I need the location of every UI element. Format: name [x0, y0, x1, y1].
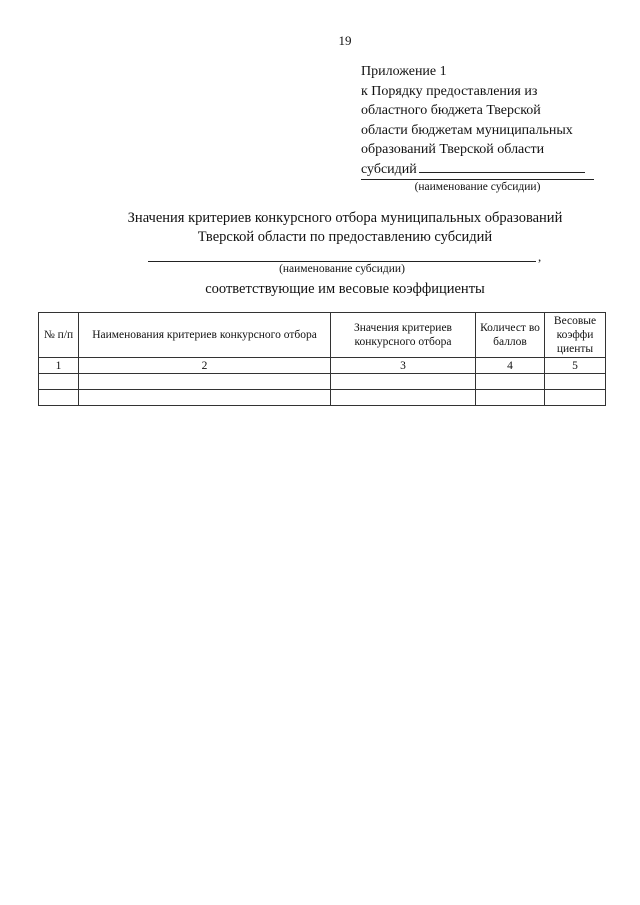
title-line-1: Значения критериев конкурсного отбора муниципальных образований: [127, 210, 563, 226]
column-number: 4: [476, 358, 545, 374]
table-cell[interactable]: [79, 390, 331, 406]
subsidy-blank-line: [419, 160, 585, 173]
appendix-line-3: областного бюджета Тверской: [361, 103, 541, 118]
subsidy-name-rule: [361, 179, 594, 180]
table-cell[interactable]: [331, 390, 476, 406]
table-cell[interactable]: [545, 390, 606, 406]
column-number: 2: [79, 358, 331, 374]
appendix-line-1: Приложение 1: [361, 64, 447, 79]
title-line-2: Тверской области по предоставлению субсидий: [197, 229, 493, 245]
header-criteria-names: Наименования критериев конкурсного отбора: [79, 313, 331, 358]
criteria-table: [38, 312, 606, 406]
table-cell[interactable]: [331, 374, 476, 390]
table-cell[interactable]: [545, 374, 606, 390]
column-number-row: [39, 358, 606, 374]
subsidy-name-caption: (наименование субсидии): [414, 181, 541, 193]
table-row: [39, 390, 606, 406]
table-cell[interactable]: [79, 374, 331, 390]
title-subsidy-caption: (наименование субсидии): [279, 263, 405, 275]
subsidies-label: субсидий: [361, 161, 417, 177]
column-number: 5: [545, 358, 606, 374]
appendix-block: [361, 62, 585, 179]
header-criteria-values: Значения критериев конкурсного отбора: [331, 313, 476, 358]
page-number: 19: [338, 33, 352, 48]
title-comma: ,: [538, 249, 542, 264]
table-cell[interactable]: [476, 390, 545, 406]
header-weights: Весовые коэффи циенты: [545, 313, 606, 358]
table-cell[interactable]: [39, 390, 79, 406]
table-cell[interactable]: [476, 374, 545, 390]
header-number: № п/п: [39, 313, 79, 358]
appendix-line-5: образований Тверской области: [361, 142, 545, 157]
table-row: [39, 374, 606, 390]
appendix-line-2: к Порядку предоставления из: [361, 83, 538, 99]
title-subsidy-rule: [148, 261, 536, 262]
column-number: 1: [39, 358, 79, 374]
title-line-3: соответствующие им весовые коэффициенты: [205, 281, 485, 297]
column-number: 3: [331, 358, 476, 374]
appendix-line-6: [361, 160, 585, 180]
header-points: Количест во баллов: [476, 313, 545, 358]
table-cell[interactable]: [39, 374, 79, 390]
table-header-row: [39, 313, 606, 358]
appendix-line-4: области бюджетам муниципальных: [361, 122, 573, 138]
